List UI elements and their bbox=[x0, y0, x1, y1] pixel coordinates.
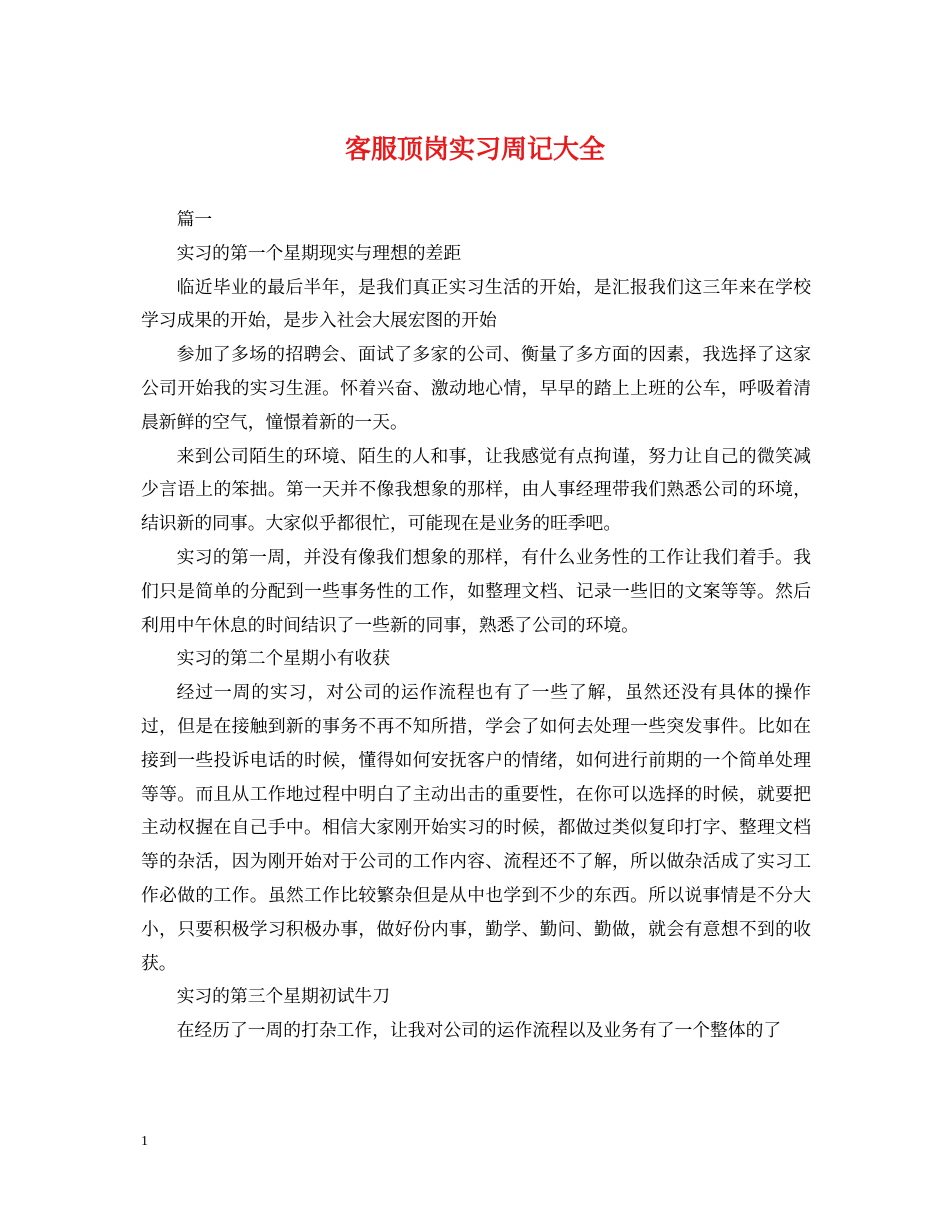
body-paragraph: 实习的第一周，并没有像我们想象的那样，有什么业务性的工作让我们着手。我们只是简单的分配到一些事务性的工作，如整理文档、记录一些旧的文案等等。然后利用中午休息的时间结识了一些新的同事，熟悉了公司的环境。 bbox=[141, 546, 811, 636]
page-number: 1 bbox=[141, 1134, 148, 1149]
week-heading: 实习的第三个星期初试牛刀 bbox=[176, 986, 390, 1008]
body-paragraph: 参加了多场的招聘会、面试了多家的公司、衡量了多方面的因素，我选择了这家公司开始我的实习生涯。怀着兴奋、激动地心情，早早的踏上上班的公车，呼吸着清晨新鲜的空气，憧憬着新的一天。 bbox=[141, 344, 811, 433]
document-body bbox=[141, 203, 811, 1048]
section-label: 篇一 bbox=[176, 209, 213, 230]
body-paragraph: 来到公司陌生的环境、陌生的人和事，让我感觉有点拘谨，努力让自己的微笑减少言语上的笨拙。第一天并不像我想象的那样，由人事经理带我们熟悉公司的环境，结识新的同事。大家似乎都很忙，可能现在是业务的旺季吧。 bbox=[141, 445, 811, 535]
body-paragraph: 在经历了一周的打杂工作，让我对公司的运作流程以及业务有了一个整体的了 bbox=[176, 1020, 782, 1042]
document-title: 客服顶岗实习周记大全 bbox=[344, 135, 605, 165]
week-heading: 实习的第二个星期小有收获 bbox=[176, 648, 390, 670]
body-paragraph: 经过一周的实习，对公司的运作流程也有了一些了解，虽然还没有具体的操作过，但是在接触到新的事务不再不知所措，学会了如何去处理一些突发事件。比如在接到一些投诉电话的时候，懂得如何安抚客户的情绪，如何进行前期的一个简单处理等等。而且从工作地过程中明白了主动出击的重要性，在你可以选择的时候，就要把主动权握在自己手中。相信大家刚开始实习的时候，都做过类似复印打字、整理文档等的杂活，因为刚开始对于公司的工作内容、流程还不了解，所以做杂活成了实习工作必做的工作。虽然工作比较繁杂但是从中也学到不少的东西。所以说事情是不分大小，只要积极学习积极办事，做好份内事，勤学、勤问、勤做，就会有意想不到的收获。 bbox=[141, 682, 811, 974]
body-paragraph: 临近毕业的最后半年，是我们真正实习生活的开始，是汇报我们这三年来在学校学习成果的开始，是步入社会大展宏图的开始 bbox=[141, 276, 811, 332]
week-heading: 实习的第一个星期现实与理想的差距 bbox=[176, 242, 462, 264]
